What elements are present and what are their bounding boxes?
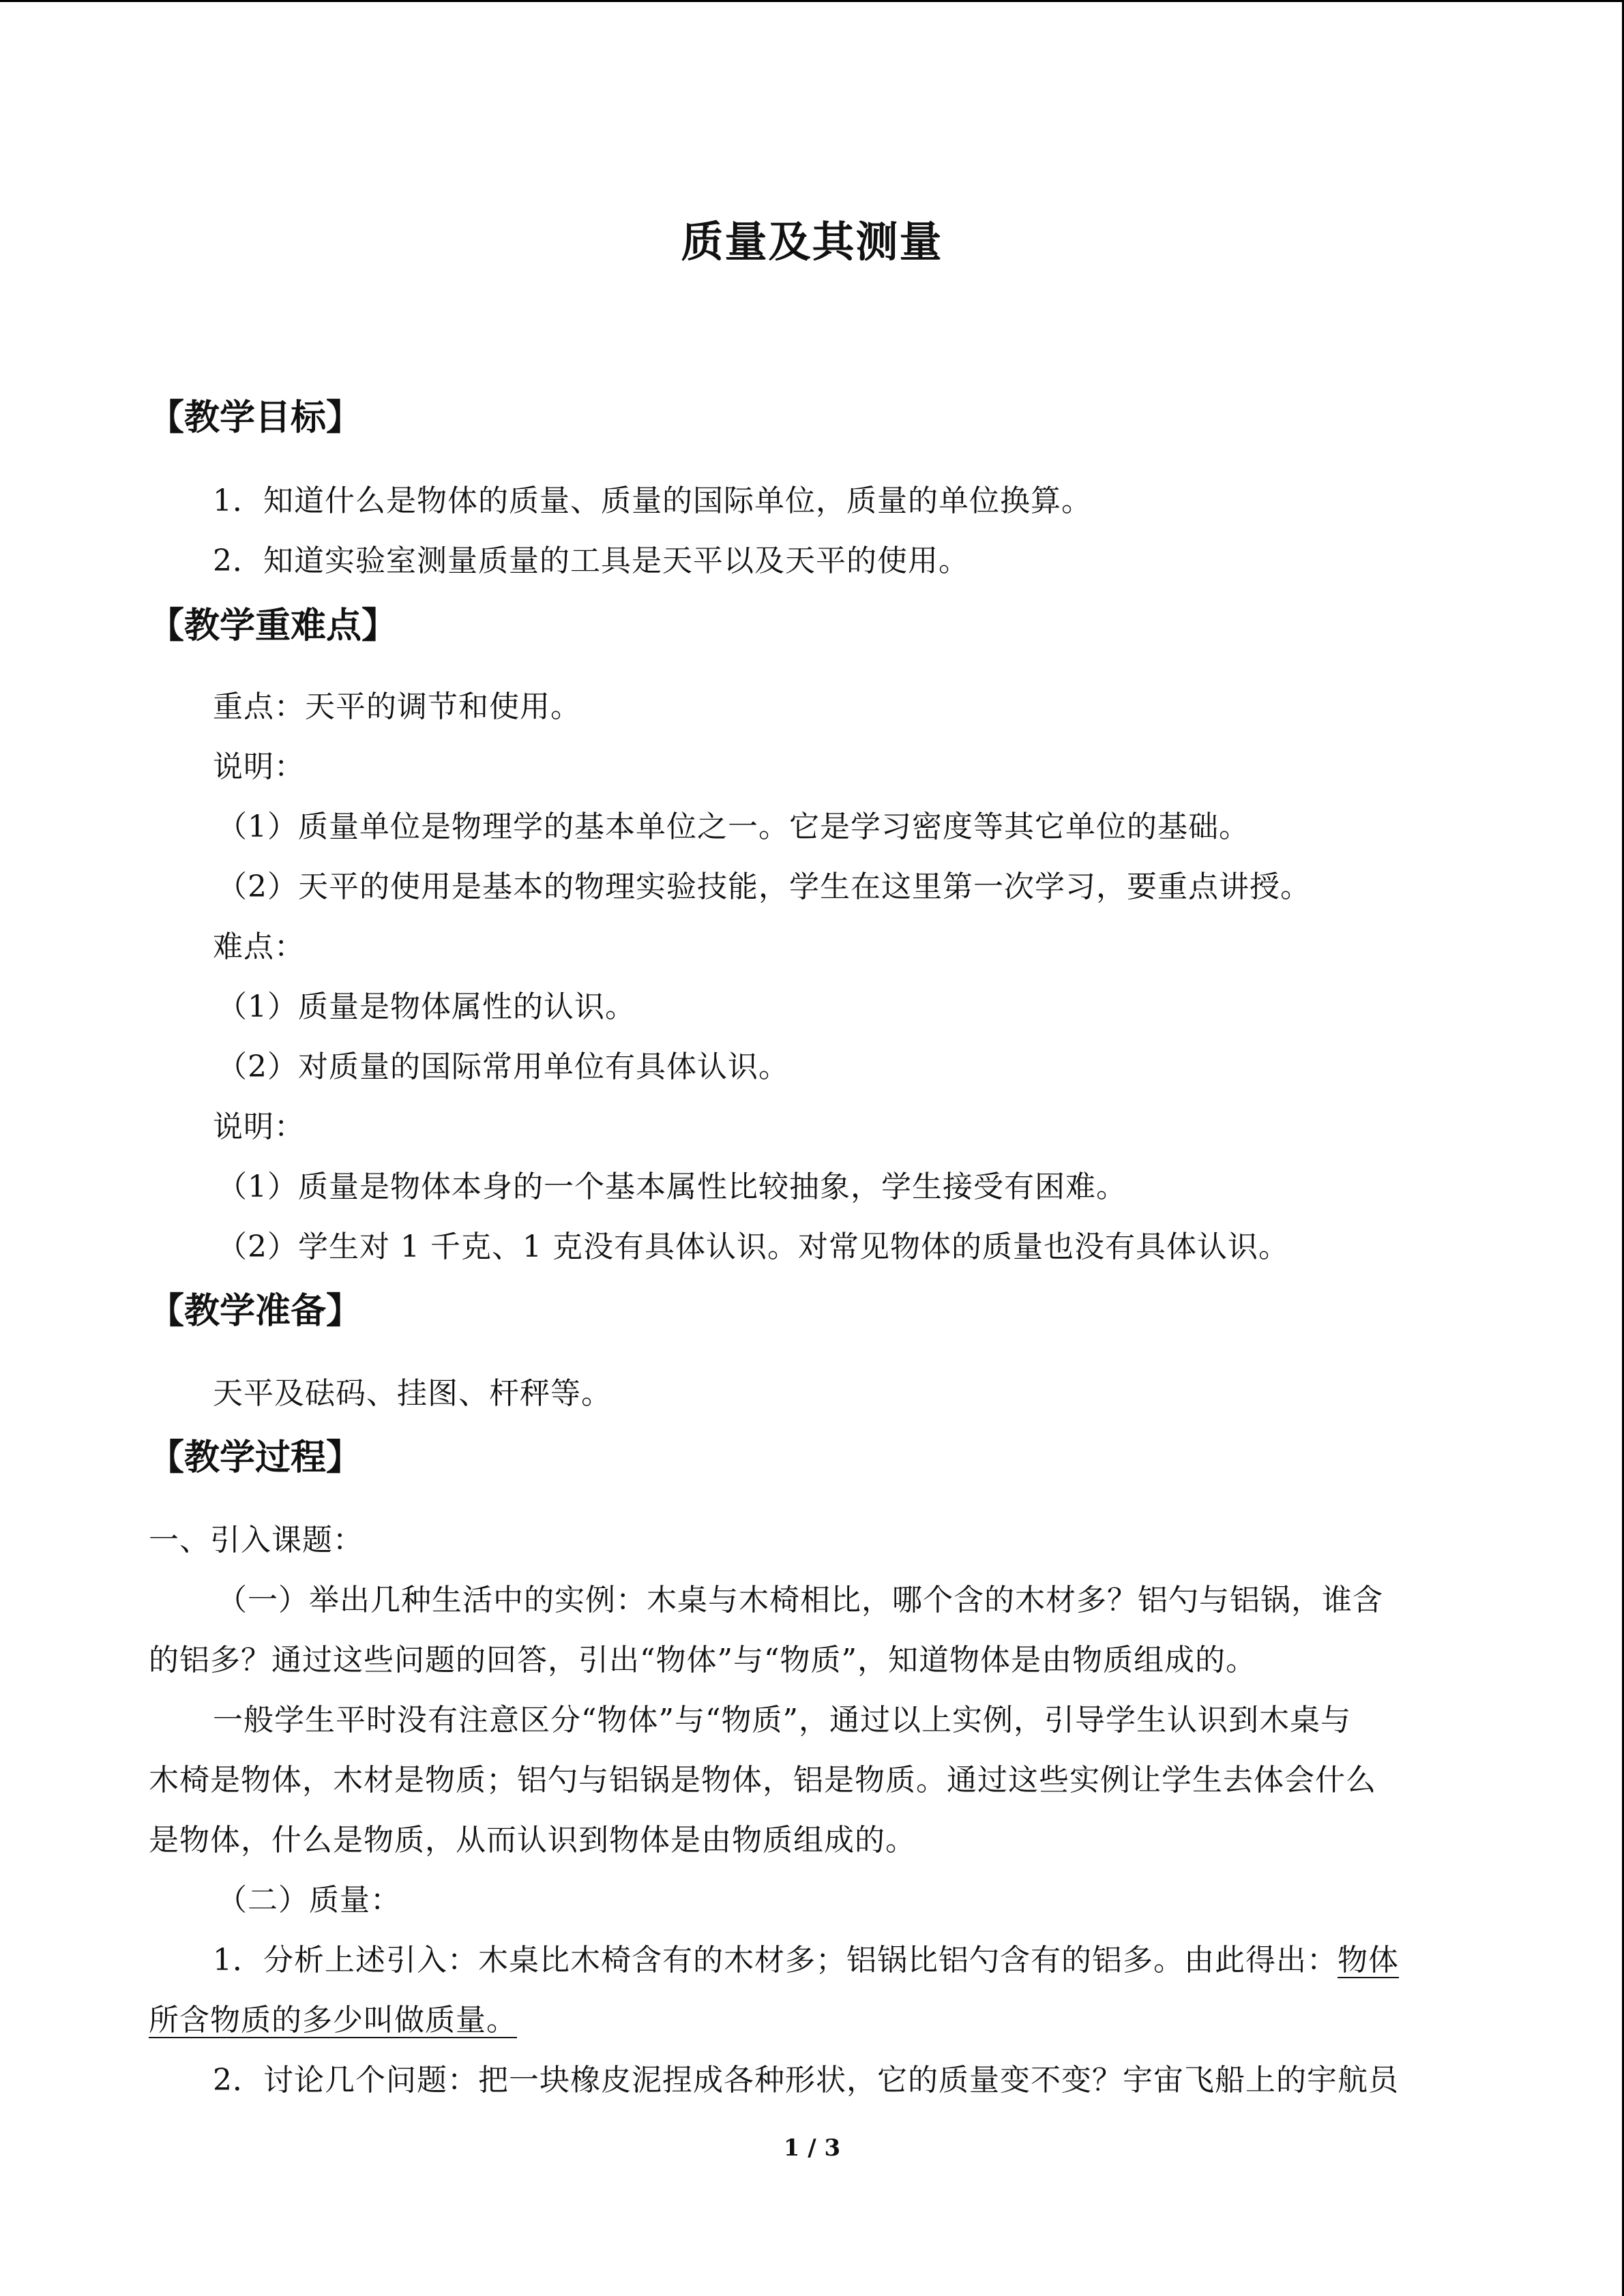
item1-line-1-text: 1．分析上述引入：木桌比木椅含有的木材多；铝锅比铝勺含有的铝多。由此得出： xyxy=(213,1943,1338,1978)
note-label-1: 说明： xyxy=(213,749,305,784)
difficulty-item-2: （2）对质量的国际常用单位有具体认识。 xyxy=(217,1049,789,1084)
para1-line-2: 的铝多？通过这些问题的回答，引出“物体”与“物质”，知道物体是由物质组成的。 xyxy=(149,1643,1256,1678)
section-heading-key-points: 【教学重难点】 xyxy=(149,606,398,646)
para2-line-2: 木椅是物体，木材是物质；铝勺与铝锅是物体，铝是物质。通过这些实例让学生去体会什么 xyxy=(149,1763,1376,1798)
note2-item-2: （2）学生对 1 千克、1 克没有具体认识。对常见物体的质量也没有具体认识。 xyxy=(217,1229,1289,1264)
sub2-title: （二）质量： xyxy=(217,1883,401,1918)
section-heading-preparation: 【教学准备】 xyxy=(149,1291,362,1332)
note2-item-1: （1）质量是物体本身的一个基本属性比较抽象，学生接受有困难。 xyxy=(217,1169,1127,1204)
difficulty-item-1: （1）质量是物体属性的认识。 xyxy=(217,989,636,1024)
goal-item-1: 1．知道什么是物体的质量、质量的国际单位，质量的单位换算。 xyxy=(213,483,1092,518)
note-label-2: 说明： xyxy=(213,1109,305,1144)
goal-item-2: 2．知道实验室测量质量的工具是天平以及天平的使用。 xyxy=(213,543,969,578)
preparation-text: 天平及砝码、挂图、杆秤等。 xyxy=(213,1376,612,1411)
para2-line-3: 是物体，什么是物质，从而认识到物体是由物质组成的。 xyxy=(149,1823,916,1858)
note1-item-2: （2）天平的使用是基本的物理实验技能，学生在这里第一次学习，要重点讲授。 xyxy=(217,869,1311,904)
part1-title: 一、引入课题： xyxy=(149,1523,364,1557)
item2-line-1: 2．讨论几个问题：把一块橡皮泥捏成各种形状，它的质量变不变？宇宙飞船上的宇航员 xyxy=(213,2063,1399,2098)
definition-underlined-end: 所含物质的多少叫做质量。 xyxy=(149,2003,517,2038)
section-heading-process: 【教学过程】 xyxy=(149,1437,362,1478)
difficulty-label: 难点： xyxy=(213,929,305,964)
page-title: 质量及其测量 xyxy=(681,217,943,267)
definition-underlined-start: 物体 xyxy=(1338,1943,1399,1978)
page-border-top xyxy=(0,0,1624,2)
para1-line-1: （一）举出几种生活中的实例：木桌与木椅相比，哪个含的木材多？铝勺与铝锅，谁含 xyxy=(217,1583,1383,1617)
page-number: 1 / 3 xyxy=(783,2134,841,2162)
item1-line-2 xyxy=(149,1995,517,2039)
section-heading-goals: 【教学目标】 xyxy=(149,398,362,438)
para2-line-1: 一般学生平时没有注意区分“物体”与“物质”，通过以上实例，引导学生认识到木桌与 xyxy=(213,1703,1351,1738)
item1-line-1 xyxy=(213,1935,1399,1979)
note1-item-1: （1）质量单位是物理学的基本单位之一。它是学习密度等其它单位的基础。 xyxy=(217,809,1250,844)
focus-text: 重点：天平的调节和使用。 xyxy=(213,689,581,724)
